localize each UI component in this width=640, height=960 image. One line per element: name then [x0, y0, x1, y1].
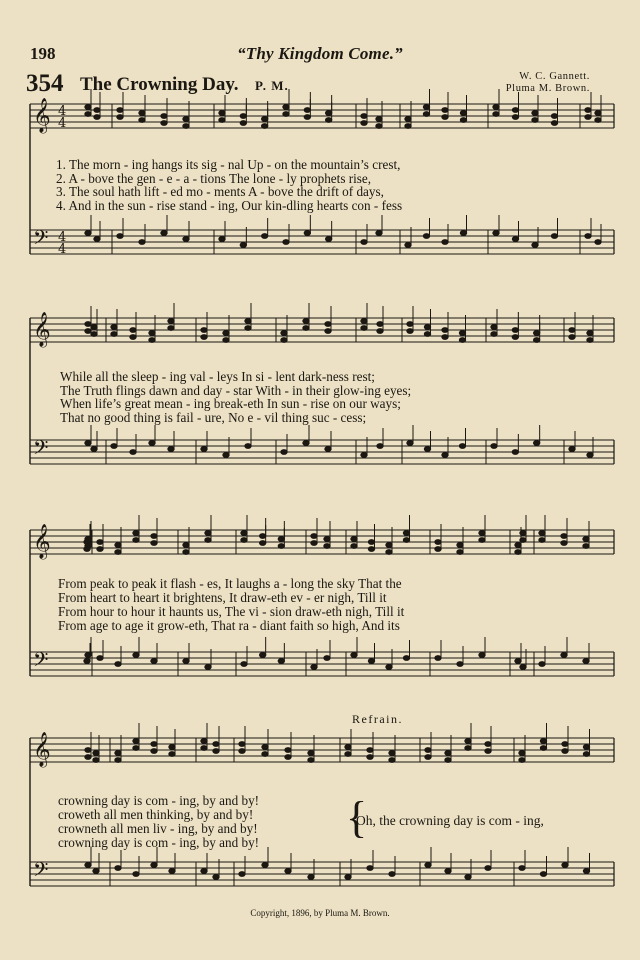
hymn-meter: P. M. — [255, 78, 289, 93]
lyric-line: That no good thing is fail - ure, No e - vil thing suc - cess; — [60, 410, 367, 425]
svg-text:𝄢: 𝄢 — [33, 226, 49, 254]
svg-text:𝄢: 𝄢 — [33, 648, 49, 676]
lyric-line: When life’s great mean - ing break-eth In sun - rise on our ways; — [60, 396, 401, 411]
lyric-line: 1. The morn - ing hangs its sig - nal Up - on the mountain’s crest, — [56, 157, 401, 172]
lyric-line: From heart to heart it brightens, It draw-eth ev - er nigh, Till it — [58, 590, 387, 605]
refrain-brace: { — [346, 793, 368, 842]
lyric-line: crowneth all men liv - ing, by and by! — [58, 821, 258, 836]
author-words: W. C. Gannett. — [519, 71, 590, 82]
lyric-line: crowning day is com - ing, by and by! — [58, 835, 260, 850]
hymn-title: The Crowning Day. — [80, 74, 239, 95]
lyric-line: While all the sleep - ing val - leys In si - lent dark-ness rest; — [60, 369, 375, 384]
author-music: Pluma M. Brown. — [505, 83, 590, 94]
lyric-line: From age to age it grow-eth, That ra - diant faith so high, And its — [58, 618, 400, 633]
svg-text:4: 4 — [58, 104, 67, 119]
svg-text:4: 4 — [58, 242, 67, 257]
svg-text:4: 4 — [58, 116, 67, 131]
lyric-line: 2. A - bove the gen - e - a - tions The lone - ly prophets rise, — [56, 171, 372, 186]
lyric-line: 3. The soul hath lift - ed mo - ments A - bove the drift of days, — [56, 184, 384, 199]
svg-text:𝄢: 𝄢 — [33, 436, 49, 464]
page-number: 198 — [30, 44, 56, 63]
lyric-line: croweth all men thinking, by and by! — [58, 807, 254, 822]
refrain-label: Refrain. — [352, 712, 403, 726]
lyric-line: crowning day is com - ing, by and by! — [58, 793, 260, 808]
refrain-text: Oh, the crowning day is com - ing, — [356, 813, 544, 828]
lyric-line: From hour to hour it haunts us, The vi - sion draw-eth nigh, Till it — [58, 604, 405, 619]
lyric-line: The Truth flings dawn and day - star With - in their glow-ing eyes; — [60, 383, 412, 398]
svg-text:𝄞: 𝄞 — [33, 98, 51, 133]
hymn-number: 354 — [26, 70, 64, 97]
running-title: “Thy Kingdom Come.” — [237, 44, 403, 63]
svg-text:𝄢: 𝄢 — [33, 858, 49, 886]
lyric-line: From peak to peak it flash - es, It laughs a - long the sky That the — [58, 576, 402, 591]
svg-text:𝄞: 𝄞 — [33, 524, 51, 559]
svg-text:𝄞: 𝄞 — [33, 312, 51, 347]
lyric-line: 4. And in the sun - rise stand - ing, Our kin-dling hearts con - fess — [56, 198, 403, 213]
svg-text:4: 4 — [58, 230, 67, 245]
svg-text:𝄞: 𝄞 — [33, 732, 51, 767]
copyright: Copyright, 1896, by Pluma M. Brown. — [250, 908, 390, 918]
